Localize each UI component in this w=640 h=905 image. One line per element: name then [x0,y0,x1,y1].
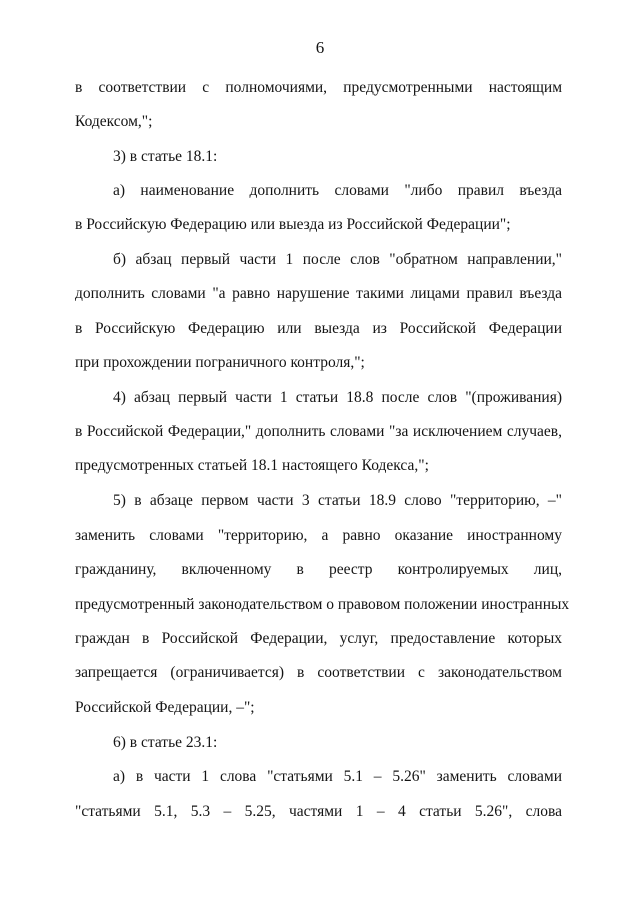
text-line: граждан в Российской Федерации, услуг, предоставление которых [75,630,562,647]
text-line: предусмотренный законодательством о правовом положении иностранных [75,596,570,613]
text-line: заменить словами "территорию, а равно оказание иностранному [75,527,562,544]
text-line: а) в части 1 слова "статьями 5.1 – 5.26" заменить словами [113,768,562,785]
text-line: а) наименование дополнить словами "либо правил въезда [113,182,562,199]
text-line: "статьями 5.1, 5.3 – 5.25, частями 1 – 4 статьи 5.26", слова [75,803,562,820]
text-line: при прохождении пограничного контроля,"; [75,354,365,371]
text-line: в Российской Федерации," дополнить словами "за исключением случаев, [75,423,562,440]
text-line: 3) в статье 18.1: [113,148,218,165]
text-line: б) абзац первый части 1 после слов "обратном направлении," [113,251,562,268]
text-line: в Российскую Федерацию или выезда из Российской Федерации [75,320,562,337]
text-line: 4) абзац первый части 1 статьи 18.8 после слов "(проживания) [113,389,562,406]
page-number: 6 [315,38,325,57]
text-line: гражданину, включенному в реестр контролируемых лиц, [75,561,562,578]
text-line: в Российскую Федерацию или выезда из Российской Федерации"; [75,216,511,233]
text-line: дополнить словами "а равно нарушение такими лицами правил въезда [75,285,562,302]
text-line: запрещается (ограничивается) в соответствии с законодательством [75,664,562,681]
text-line: Кодексом,"; [75,113,153,130]
text-line: 6) в статье 23.1: [113,734,218,751]
text-line: в соответствии с полномочиями, предусмотренными настоящим [75,79,562,96]
text-line: Российской Федерации, –"; [75,699,255,716]
text-line: 5) в абзаце первом части 3 статьи 18.9 слово "территорию, –" [113,492,562,509]
text-line: предусмотренных статьей 18.1 настоящего Кодекса,"; [75,457,429,474]
